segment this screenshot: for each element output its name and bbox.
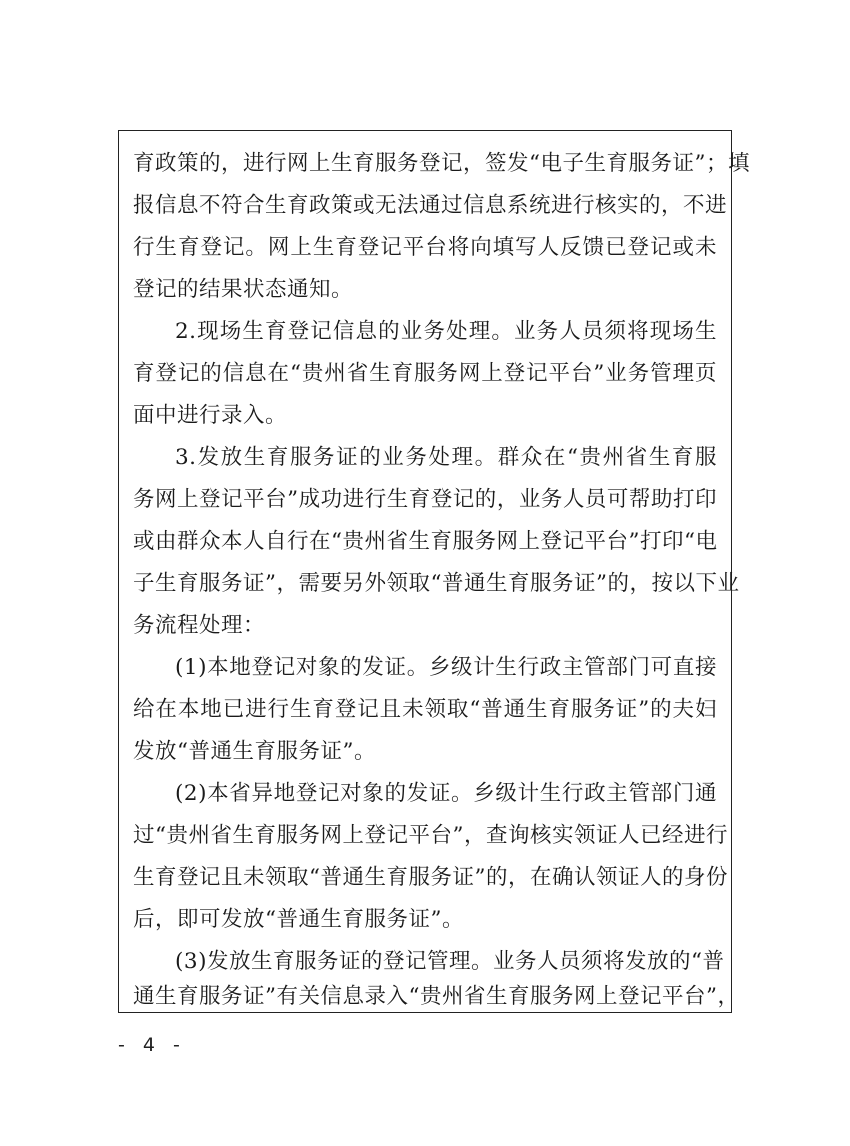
text-line: 行生育登记。网上生育登记平台将向填写人反馈已登记或未: [133, 235, 717, 260]
text-line: (3)发放生育服务证的登记管理。业务人员须将发放的“普: [175, 949, 725, 974]
page-number: - 4 -: [118, 1034, 186, 1056]
text-line: 面中进行录入。: [133, 403, 288, 428]
text-line: 报信息不符合生育政策或无法通过信息系统进行核实的，不进: [133, 193, 728, 218]
text-line: 或由群众本人自行在“贵州省生育服务网上登记平台”打印“电: [133, 529, 718, 554]
text-line: 发放“普通生育服务证”。: [133, 739, 376, 764]
text-line: 3.发放生育服务证的业务处理。群众在“贵州省生育服: [175, 445, 717, 470]
text-line: 务网上登记平台”成功进行生育登记的，业务人员可帮助打印: [133, 487, 717, 512]
text-line: 2.现场生育登记信息的业务处理。业务人员须将现场生: [175, 319, 717, 344]
text-line: 通生育服务证”有关信息录入“贵州省生育服务网上登记平台”，: [133, 984, 740, 1009]
text-line: 育政策的，进行网上生育服务登记，签发“电子生育服务证”；填: [133, 151, 750, 176]
text-line: 登记的结果状态通知。: [133, 277, 354, 302]
text-line: 过“贵州省生育服务网上登记平台”，查询核实领证人已经进行: [133, 823, 728, 848]
text-line: 育登记的信息在“贵州省生育服务网上登记平台”业务管理页: [133, 361, 717, 386]
content-frame: [118, 130, 750, 1013]
text-line: (2)本省异地登记对象的发证。乡级计生行政主管部门通: [175, 781, 717, 806]
text-line: 子生育服务证”，需要另外领取“普通生育服务证”的，按以下业: [133, 571, 740, 596]
text-line: 给在本地已进行生育登记且未领取“普通生育服务证”的夫妇: [133, 697, 717, 722]
text-line: 后，即可发放“普通生育服务证”。: [133, 907, 464, 932]
text-line: 生育登记且未领取“普通生育服务证”的，在确认领证人的身份: [133, 865, 728, 890]
text-line: (1)本地登记对象的发证。乡级计生行政主管部门可直接: [175, 655, 717, 680]
text-line: 务流程处理：: [133, 613, 266, 638]
